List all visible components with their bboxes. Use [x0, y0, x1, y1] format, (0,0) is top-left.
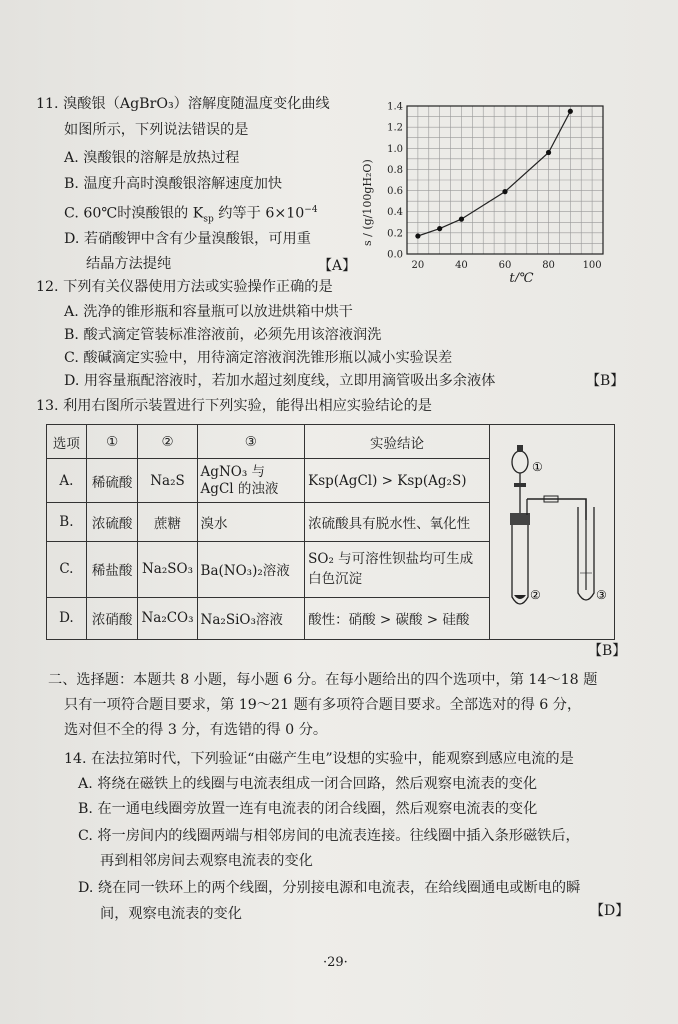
y-tick-label: 1.4	[387, 101, 403, 113]
q14-option-d-line1: D. 绕在同一铁环上的两个线圈，分别接电源和电流表，在给线圈通电或断电的瞬	[78, 880, 581, 896]
row-b-conclusion: 浓硫酸具有脱水性、氧化性	[305, 503, 490, 541]
q12-option-b: B. 酸式滴定管装标准溶液前，必须先用该溶液润洗	[64, 327, 382, 343]
q12-option-c: C. 酸碱滴定实验中，用待滴定溶液润洗锥形瓶以减小实验误差	[64, 350, 453, 366]
row-c-option: C.	[47, 541, 87, 597]
apparatus-diagram	[490, 425, 613, 635]
x-tick-label: 40	[455, 260, 468, 271]
row-d-reagent-1: 浓硝酸	[86, 597, 138, 639]
solubility-chart	[355, 92, 620, 282]
q11-stem-line2: 如图所示，下列说法错误的是	[64, 122, 249, 138]
table-header-row	[47, 425, 615, 459]
data-point	[415, 233, 420, 238]
q12-option-a: A. 洗净的锥形瓶和容量瓶可以放进烘箱中烘干	[64, 304, 353, 320]
section2-line1: 二、选择题：本题共 8 小题，每小题 6 分。在每小题给出的四个选项中，第 14～18 题	[48, 672, 598, 688]
row-a-reagent-3: AgNO₃ 与 AgCl 的浊液	[197, 459, 305, 503]
q11-option-c: C. 60℃时溴酸银的 $K_{sp}$ 约等于 $6\times 10^{-4}$	[64, 205, 318, 225]
q13-table	[46, 424, 615, 640]
row-b-reagent-2: 蔗糖	[138, 503, 197, 541]
chart-x-axis-label: t/℃	[509, 271, 534, 282]
x-tick-label: 60	[498, 260, 512, 271]
row-c-reagent-1: 稀盐酸	[86, 541, 138, 597]
stopcock	[514, 483, 526, 487]
header-reagent-1: ①	[86, 425, 138, 459]
q14-option-c-line2: 再到相邻房间去观察电流表的变化	[100, 853, 313, 869]
y-tick-label: 0.2	[387, 228, 403, 240]
row-a-conclusion: Ksp(AgCl) > Ksp(Ag₂S)	[305, 459, 490, 503]
row-a-reagent-1: 稀硫酸	[86, 459, 138, 503]
q11-option-d-line1: D. 若硝酸钾中含有少量溴酸银，可用重	[64, 231, 311, 247]
y-tick-label: 0.8	[387, 164, 403, 176]
q14-option-a: A. 将绕在磁铁上的线圈与电流表组成一闭合回路，然后观察电流表的变化	[78, 776, 538, 792]
q14-answer: 【D】	[590, 903, 630, 919]
funnel-stopper	[517, 445, 523, 452]
header-reagent-3: ③	[197, 425, 305, 459]
q12-answer: 【B】	[586, 373, 625, 389]
row-d-reagent-3: Na₂SiO₃溶液	[197, 597, 305, 639]
y-tick-label: 1.2	[387, 122, 403, 134]
data-point	[568, 109, 573, 114]
q11-option-d-line2: 结晶方法提纯	[86, 256, 172, 272]
apparatus-cell	[489, 425, 614, 640]
header-option: 选项	[47, 425, 87, 459]
row-a-option: A.	[47, 459, 87, 503]
row-d-conclusion: 酸性：硝酸 > 碳酸 > 硅酸	[305, 597, 490, 639]
x-tick-label: 80	[542, 260, 555, 271]
q11-stem-line1: 11. 溴酸银（AgBrO₃）溶解度随温度变化曲线	[36, 96, 330, 112]
row-c-reagent-3: Ba(NO₃)₂溶液	[197, 541, 305, 597]
q11-option-b: B. 温度升高时溴酸银溶解速度加快	[64, 176, 283, 192]
x-tick-label: 20	[411, 260, 425, 271]
q14-option-d-line2: 间，观察电流表的变化	[100, 906, 242, 922]
row-c-conclusion: SO₂ 与可溶性钡盐均可生成白色沉淀	[305, 541, 490, 597]
q14-option-b: B. 在一通电线圈旁放置一连有电流表的闭合线圈，然后观察电流表的变化	[78, 801, 538, 817]
q11-answer: 【A】	[318, 258, 357, 274]
q13-stem: 13. 利用右图所示装置进行下列实验，能得出相应实验结论的是	[36, 398, 432, 414]
y-tick-label: 0.6	[387, 186, 403, 198]
data-point	[546, 150, 551, 155]
section2-line2: 只有一项符合题目要求，第 19～21 题有多项符合题目要求。全部选对的得 6 分，	[64, 697, 582, 713]
row-b-reagent-1: 浓硫酸	[86, 503, 138, 541]
row-d-reagent-2: Na₂CO₃	[138, 597, 197, 639]
data-point	[459, 217, 464, 222]
funnel-bulb	[512, 451, 528, 473]
x-tick-label: 100	[582, 260, 602, 271]
row-d-option: D.	[47, 597, 87, 639]
row-c-reagent-2: Na₂SO₃	[138, 541, 197, 597]
chart-grid	[407, 106, 603, 254]
q14-option-c-line1: C. 将一房间内的线圈两端与相邻房间的电流表连接。往线圈中插入条形磁铁后，	[78, 828, 580, 844]
label-2: ②	[529, 588, 541, 602]
page-number: ·29·	[323, 955, 348, 970]
label-1: ①	[531, 460, 543, 474]
label-3: ③	[595, 588, 607, 602]
y-tick-label: 0.0	[387, 249, 403, 261]
q13-answer: 【B】	[588, 643, 627, 659]
y-tick-label: 1.0	[387, 143, 403, 155]
data-point	[437, 226, 442, 231]
q12-option-d: D. 用容量瓶配溶液时，若加水超过刻度线，立即用滴管吸出多余液体	[64, 373, 496, 389]
row-a-reagent-2: Na₂S	[138, 459, 197, 503]
header-reagent-2: ②	[138, 425, 197, 459]
test-tube-2	[512, 525, 528, 604]
chart-y-axis-label: s / (g/100gH₂O)	[361, 159, 374, 246]
row-b-option: B.	[47, 503, 87, 541]
q14-stem: 14. 在法拉第时代，下列验证“由磁产生电”设想的实验中，能观察到感应电流的是	[64, 751, 574, 767]
row-b-reagent-3: 溴水	[197, 503, 305, 541]
y-tick-label: 0.4	[387, 207, 403, 219]
data-point	[502, 189, 507, 194]
section2-line3: 选对但不全的得 3 分，有选错的得 0 分。	[64, 722, 328, 738]
q12-stem: 12. 下列有关仪器使用方法或实验操作正确的是	[36, 279, 333, 295]
q11-option-a: A. 溴酸银的溶解是放热过程	[64, 150, 240, 166]
header-conclusion: 实验结论	[305, 425, 490, 459]
